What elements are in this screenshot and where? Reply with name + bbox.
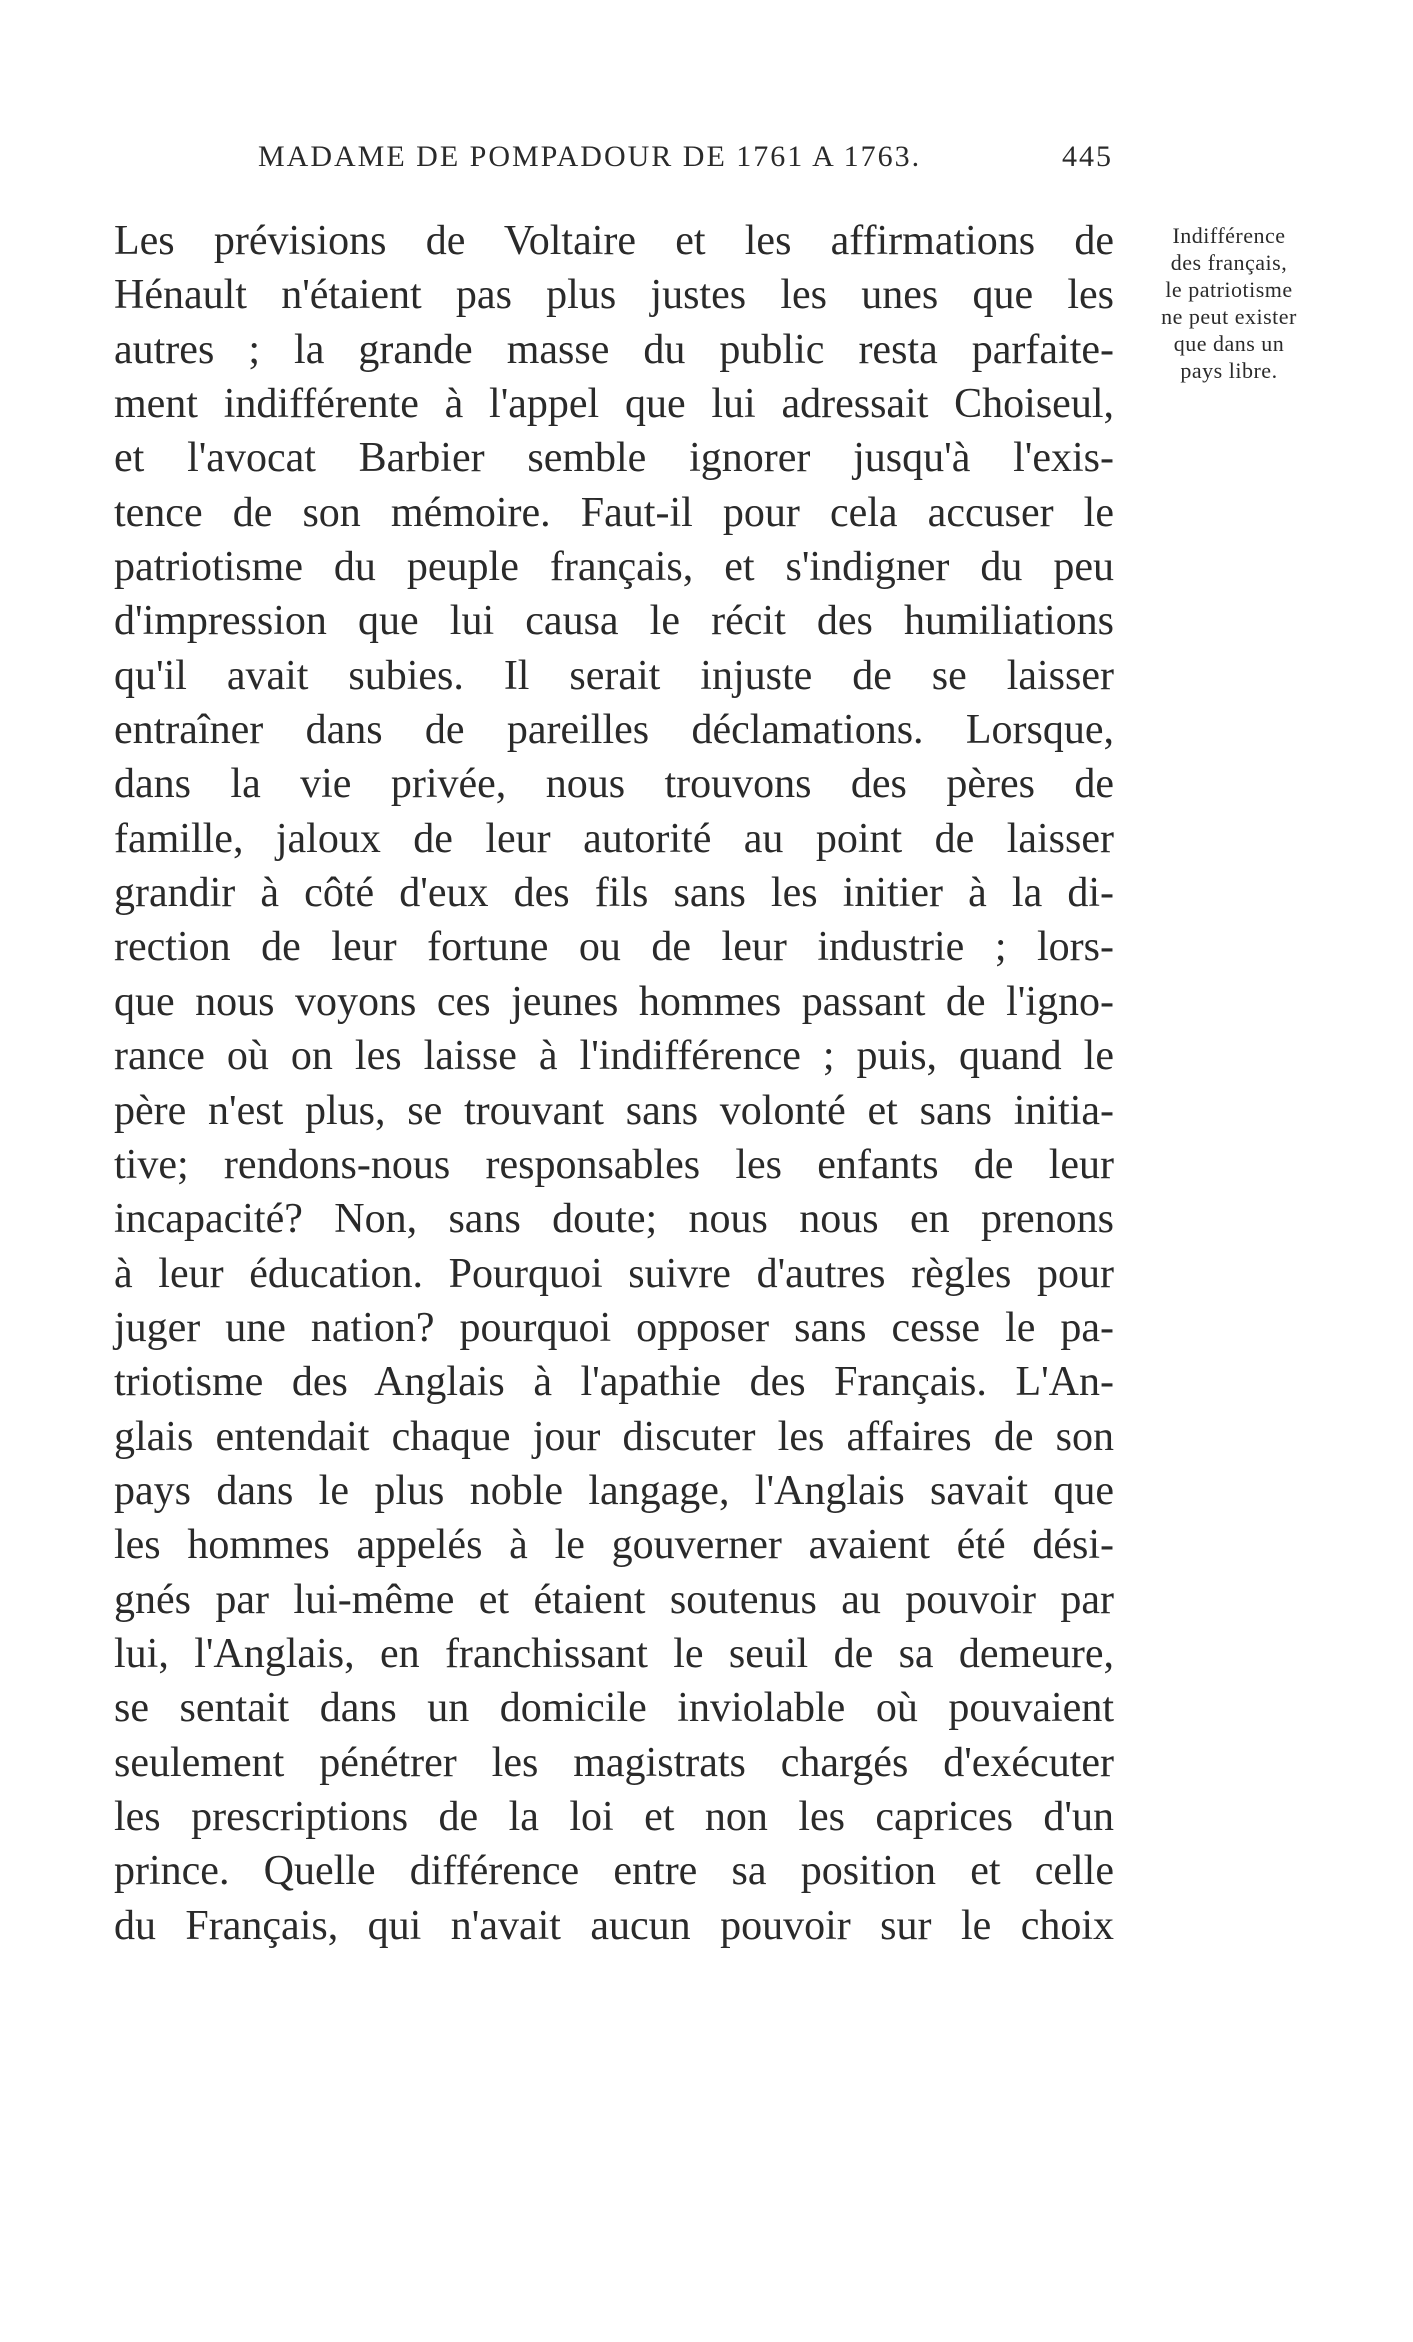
- text-line: grandir à côté d'eux des fils sans les initier à la di-: [114, 870, 1114, 917]
- text-line: autres ; la grande masse du public resta parfaite-: [114, 326, 1114, 373]
- text-line: rance où on les laisse à l'indifférence ; puis, quand le: [114, 1033, 1114, 1080]
- margin-note-line: ne peut exister: [1161, 304, 1297, 329]
- running-head: [230, 140, 1130, 180]
- text-line: se sentait dans un domicile inviolable où pouvaient: [114, 1685, 1114, 1732]
- text-line: seulement pénétrer les magistrats chargés d'exécuter: [114, 1739, 1114, 1786]
- text-line: entraîner dans de pareilles déclamations. Lorsque,: [114, 707, 1114, 754]
- text-line: juger une nation? pourquoi opposer sans cesse le pa-: [114, 1304, 1114, 1351]
- text-line: patriotisme du peuple français, et s'indigner du peu: [114, 544, 1114, 591]
- text-line: qu'il avait subies. Il serait injuste de se laisser: [114, 652, 1114, 699]
- text-line: rection de leur fortune ou de leur industrie ; lors-: [114, 924, 1114, 971]
- text-line: famille, jaloux de leur autorité au point de laisser: [114, 815, 1114, 862]
- page-number: 445: [1062, 140, 1113, 173]
- text-line: prince. Quelle différence entre sa position et celle: [114, 1848, 1114, 1895]
- text-line: dans la vie privée, nous trouvons des pères de: [114, 761, 1114, 808]
- body-text: [114, 214, 1114, 1953]
- text-line: incapacité? Non, sans doute; nous nous en prenons: [114, 1196, 1114, 1243]
- margin-note-line: pays libre.: [1180, 358, 1278, 383]
- text-line: gnés par lui-même et étaient soutenus au pouvoir par: [114, 1576, 1114, 1623]
- text-line: tence de son mémoire. Faut-il pour cela accuser le: [114, 489, 1114, 536]
- text-line: d'impression que lui causa le récit des humiliations: [114, 598, 1114, 645]
- margin-note: [1134, 222, 1324, 384]
- text-line: Les prévisions de Voltaire et les affirmations de: [114, 218, 1114, 264]
- margin-note-line: des français,: [1170, 250, 1288, 275]
- margin-note-line: le patriotisme: [1165, 277, 1293, 302]
- text-line: les prescriptions de la loi et non les caprices d'un: [114, 1793, 1114, 1840]
- text-line: triotisme des Anglais à l'apathie des Français. L'An-: [114, 1359, 1114, 1406]
- text-line: lui, l'Anglais, en franchissant le seuil de sa demeure,: [114, 1630, 1114, 1677]
- text-line: ment indifférente à l'appel que lui adressait Choiseul,: [114, 381, 1114, 428]
- text-line: à leur éducation. Pourquoi suivre d'autres règles pour: [114, 1250, 1114, 1297]
- text-line: père n'est plus, se trouvant sans volonté et sans initia-: [114, 1087, 1114, 1134]
- text-line: les hommes appelés à le gouverner avaient été dési-: [114, 1522, 1114, 1569]
- text-line: glais entendait chaque jour discuter les affaires de son: [114, 1413, 1114, 1460]
- running-head-title: MADAME DE POMPADOUR DE 1761 A 1763.: [258, 140, 922, 173]
- margin-note-line: que dans un: [1173, 331, 1285, 356]
- margin-note-line: Indifférence: [1172, 223, 1286, 248]
- text-line: et l'avocat Barbier semble ignorer jusqu'à l'exis-: [114, 435, 1114, 482]
- text-line: que nous voyons ces jeunes hommes passant de l'igno-: [114, 978, 1114, 1025]
- text-line: Hénault n'étaient pas plus justes les unes que les: [114, 272, 1114, 319]
- text-line: tive; rendons-nous responsables les enfants de leur: [114, 1141, 1114, 1188]
- text-line: pays dans le plus noble langage, l'Anglais savait que: [114, 1467, 1114, 1514]
- text-line: du Français, qui n'avait aucun pouvoir sur le choix: [114, 1902, 1114, 1949]
